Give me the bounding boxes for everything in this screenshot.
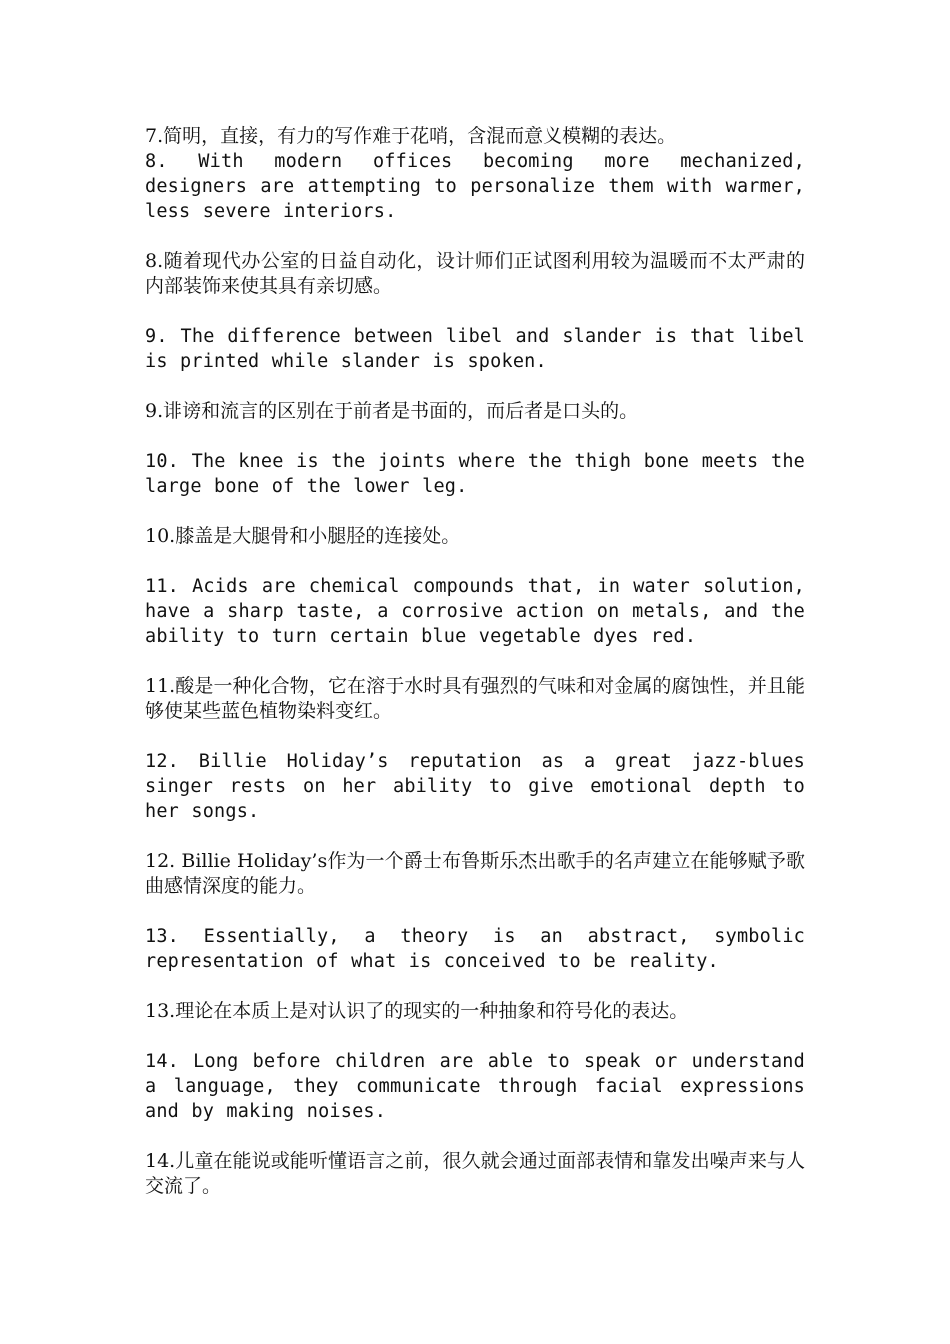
paragraph-13-en: 13. Essentially, a theory is an abstract, symbolic representation of what is conceived to be reality. <box>145 926 805 972</box>
paragraph-8-en: 8. With modern offices becoming more mechanized, designers are attempting to personalize them with warmer, less severe interiors. <box>145 151 805 222</box>
paragraph-7-zh: 7.简明，直接，有力的写作难于花哨，含混而意义模糊的表达。 <box>145 125 677 147</box>
paragraph-10-en: 10. The knee is the joints where the thigh bone meets the large bone of the lower leg. <box>145 451 805 497</box>
paragraph-8-zh: 8.随着现代办公室的日益自动化，设计师们正试图利用较为温暖而不太严肃的内部装饰来使其具有亲切感。 <box>145 250 805 297</box>
paragraph-11-en: 11. Acids are chemical compounds that, in water solution, have a sharp taste, a corrosive action on metals, and the ability to turn certain blue vegetable dyes red. <box>145 576 805 647</box>
paragraph-9-zh: 9.诽谤和流言的区别在于前者是书面的，而后者是口头的。 <box>145 400 639 422</box>
paragraph-10-zh: 10.膝盖是大腿骨和小腿胫的连接处。 <box>145 525 461 547</box>
paragraph-14-zh: 14.儿童在能说或能听懂语言之前，很久就会通过面部表情和靠发出噪声来与人交流了。 <box>145 1150 805 1197</box>
paragraph-9-en: 9. The difference between libel and slander is that libel is printed while slander is spoken. <box>145 326 805 372</box>
paragraph-11-zh: 11.酸是一种化合物，它在溶于水时具有强烈的气味和对金属的腐蚀性，并且能够使某些蓝色植物染料变红。 <box>145 675 805 722</box>
paragraph-12-zh: 12. Billie Holiday’s作为一个爵士布鲁斯乐杰出歌手的名声建立在能够赋予歌曲感情深度的能力。 <box>145 850 805 897</box>
paragraph-14-en: 14. Long before children are able to speak or understand a language, they communicate through facial expressions and by making noises. <box>145 1051 805 1122</box>
paragraph-12-en: 12. Billie Holiday’s reputation as a great jazz-blues singer rests on her ability to give emotional depth to her songs. <box>145 751 805 822</box>
paragraph-13-zh: 13.理论在本质上是对认识了的现实的一种抽象和符号化的表达。 <box>145 1000 689 1022</box>
document-page <box>145 124 805 1199</box>
